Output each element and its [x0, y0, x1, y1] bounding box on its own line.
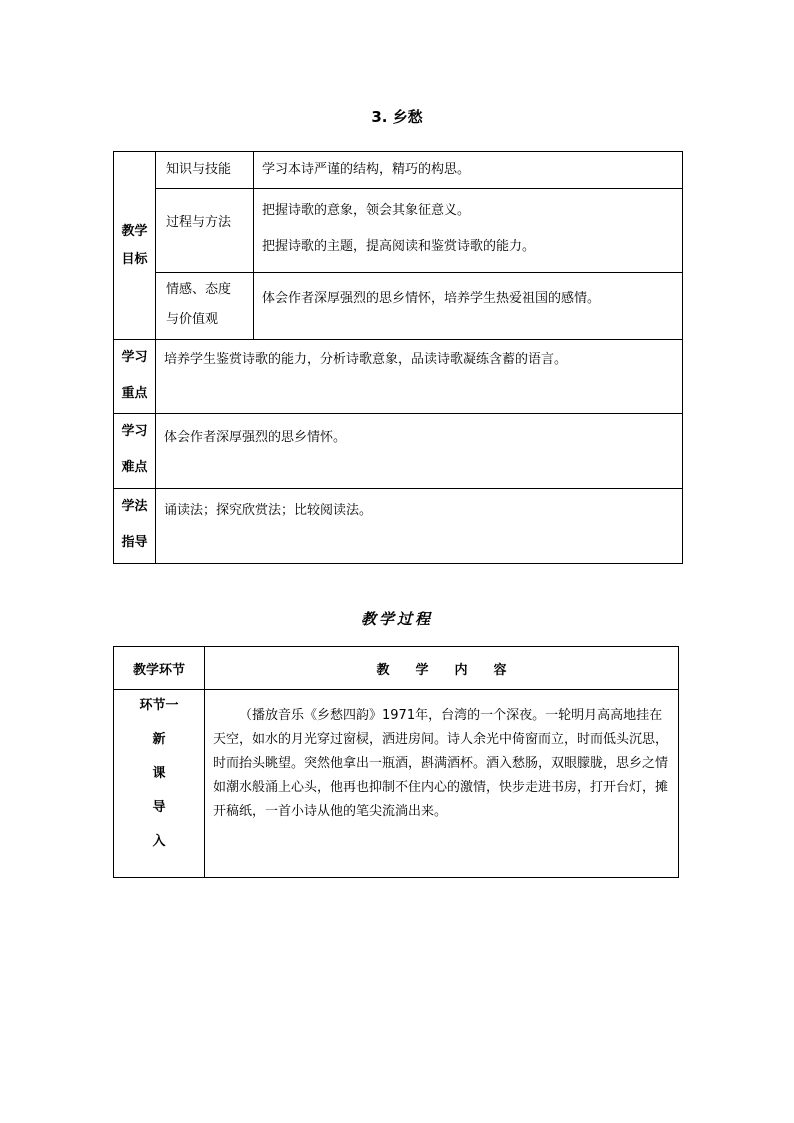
- sub-label-line: 与价值观: [166, 312, 219, 327]
- difficulties-label: [114, 414, 156, 489]
- difficulties-content: 体会作者深厚强烈的思乡情怀。: [156, 414, 683, 489]
- label-line: 教学: [121, 223, 148, 239]
- methods-label: [114, 489, 156, 564]
- key-points-row: [114, 340, 683, 414]
- objective-text: 学习本诗严谨的结构，精巧的构思。: [262, 162, 471, 177]
- stage-line: 课: [152, 766, 166, 781]
- stage-line: 环节一: [139, 698, 179, 713]
- stage-line: 新: [152, 732, 166, 747]
- methods-row: [114, 489, 683, 564]
- content-header: 教 学 内 容: [205, 647, 679, 690]
- process-title: 教学过程: [360, 610, 433, 628]
- stage-content-text: （播放音乐《乡愁四韵》1971年，台湾的一个深夜。一轮明月高高地挂在天空，如水的月光穿过窗棂，洒进房间。诗人余光中倚窗而立，时而低头沉思，时而抬头眺望。突然他拿出一瓶酒，斟满酒杯。酒入愁肠，双眼朦胧，思乡之情如潮水般涌上心头，他再也抑制不住内心的激情，快步走进书房，打开台灯，摊开稿纸，一首小诗从他的笔尖流淌出来。: [213, 708, 669, 819]
- methods-content: 诵读法；探究欣赏法；比较阅读法。: [156, 489, 683, 564]
- stage-label: [114, 690, 205, 878]
- difficulties-row: [114, 414, 683, 489]
- process-table: [113, 646, 679, 878]
- objective-sub-label: 知识与技能: [156, 152, 254, 189]
- objective-text: 把握诗歌的意象，领会其象征意义。: [262, 203, 471, 218]
- page-title: 3. 乡愁: [371, 108, 423, 126]
- label-line: 指导: [121, 535, 148, 550]
- objective-content: [254, 273, 683, 340]
- key-points-label: [114, 340, 156, 414]
- label-line: 学法: [121, 499, 148, 514]
- label-line: 学习: [121, 424, 148, 439]
- objective-text: 把握诗歌的主题，提高阅读和鉴赏诗歌的能力。: [262, 239, 536, 254]
- stage-line: 入: [152, 834, 166, 849]
- label-line: 学习: [121, 350, 148, 365]
- objective-text: 体会作者深厚强烈的思乡情怀，培养学生热爱祖国的感情。: [262, 291, 601, 306]
- objectives-label: [114, 152, 156, 340]
- objective-row-attitude: [114, 273, 683, 340]
- objective-row-process: [114, 189, 683, 273]
- stage-content: [205, 690, 679, 878]
- key-points-content: 培养学生鉴赏诗歌的能力，分析诗歌意象，品读诗歌凝练含蓄的语言。: [156, 340, 683, 414]
- stage-line: 导: [152, 800, 166, 815]
- objective-content: [254, 189, 683, 273]
- process-row: [114, 690, 679, 878]
- objective-sub-label: [156, 273, 254, 340]
- objectives-table: [113, 151, 683, 564]
- label-line: 重点: [121, 386, 148, 401]
- sub-label-line: 情感、态度: [166, 282, 232, 297]
- stage-header: 教学环节: [114, 647, 205, 690]
- objective-sub-label: 过程与方法: [156, 189, 254, 273]
- objective-row-knowledge: [114, 152, 683, 189]
- label-line: 难点: [121, 460, 148, 475]
- objective-content: [254, 152, 683, 189]
- label-line: 目标: [121, 251, 148, 267]
- process-header-row: [114, 647, 679, 690]
